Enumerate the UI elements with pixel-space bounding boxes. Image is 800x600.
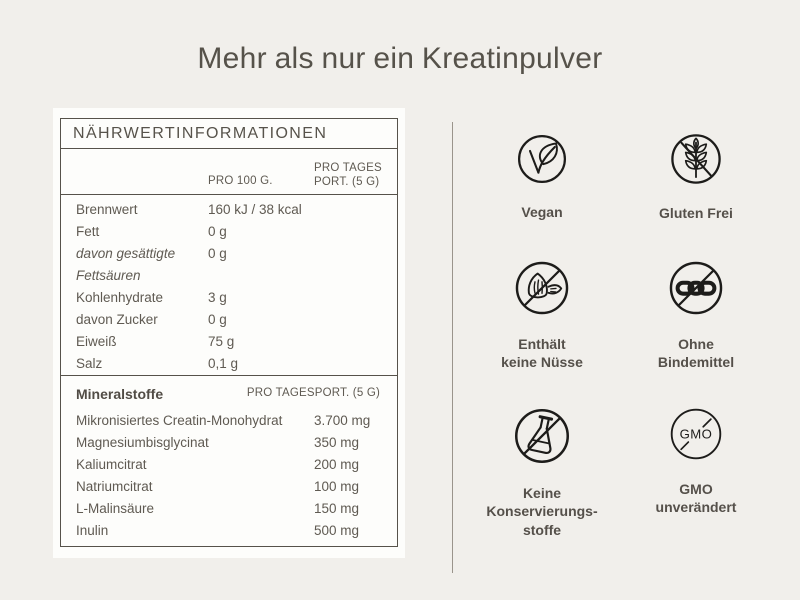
table-row: Brennwert 160 kJ / 38 kcal (76, 202, 302, 217)
no-preservatives-flask-icon (506, 400, 578, 472)
column-header-per-portion (314, 161, 382, 189)
gluten-free-wheat-icon (663, 126, 729, 192)
badge-label: Enthält keine Nüsse (501, 336, 583, 371)
badge-label: Ohne Bindemittel (657, 336, 735, 371)
vegan-leaf-icon (510, 127, 574, 191)
table-row: Mikronisiertes Creatin-Monohydrat 3.700 mg (76, 413, 371, 428)
minerals-column-header: PRO TAGESPORT. (5 G) (246, 387, 380, 399)
nutrition-column-headers (61, 149, 397, 195)
table-row: Fett 0 g (76, 224, 227, 239)
table-row: Kaliumcitrat 200 mg (76, 457, 360, 472)
badge-ohne-bindemittel (616, 253, 776, 372)
table-row: davon Zucker 0 g (76, 312, 227, 327)
badge-gluten-frei (616, 126, 776, 222)
vertical-divider (452, 122, 453, 573)
minerals-section (61, 375, 397, 542)
minerals-header (61, 378, 397, 410)
nutrition-table (60, 118, 398, 547)
table-row: Salz 0,1 g (76, 356, 239, 371)
table-row: Inulin 500 mg (76, 523, 360, 538)
badge-label: Keine Konservierungs- stoffe (486, 485, 598, 538)
badge-keine-konservierungsstoffe (462, 400, 622, 539)
column-header-per-portion-line1: PRO TAGES (314, 162, 382, 174)
nutrition-card (53, 108, 405, 558)
page-title: Mehr als nur ein Kreatinpulver (197, 42, 603, 75)
table-row: Eiweiß 75 g (76, 334, 235, 349)
table-row: Kohlenhydrate 3 g (76, 290, 227, 305)
badge-label: GMO unverändert (655, 481, 737, 516)
gmo-free-icon (662, 400, 730, 468)
column-header-per-portion-line2: PORT. (5 G) (314, 176, 380, 188)
minerals-title: Mineralstoffe (76, 386, 164, 402)
badge-vegan (462, 127, 622, 221)
svg-text:GMO: GMO (679, 426, 713, 442)
badge-gmo-unveraendert (616, 400, 776, 517)
nutrition-table-header: NÄHRWERTINFORMATIONEN (61, 119, 397, 149)
table-row: L-Malinsäure 150 mg (76, 501, 360, 516)
table-row: Magnesiumbisglycinat 350 mg (76, 435, 360, 450)
table-row: Natriumcitrat 100 mg (76, 479, 360, 494)
table-row: Fettsäuren (76, 268, 141, 283)
table-row: davon gesättigte 0 g (76, 246, 227, 261)
column-header-per-100g: PRO 100 G. (208, 175, 273, 187)
badge-keine-nuesse (462, 253, 622, 372)
no-binder-chain-icon (661, 253, 731, 323)
badge-label: Gluten Frei (659, 205, 733, 221)
badge-label: Vegan (521, 204, 563, 220)
nutrient-rows (61, 195, 397, 375)
no-nuts-almond-icon (507, 253, 577, 323)
